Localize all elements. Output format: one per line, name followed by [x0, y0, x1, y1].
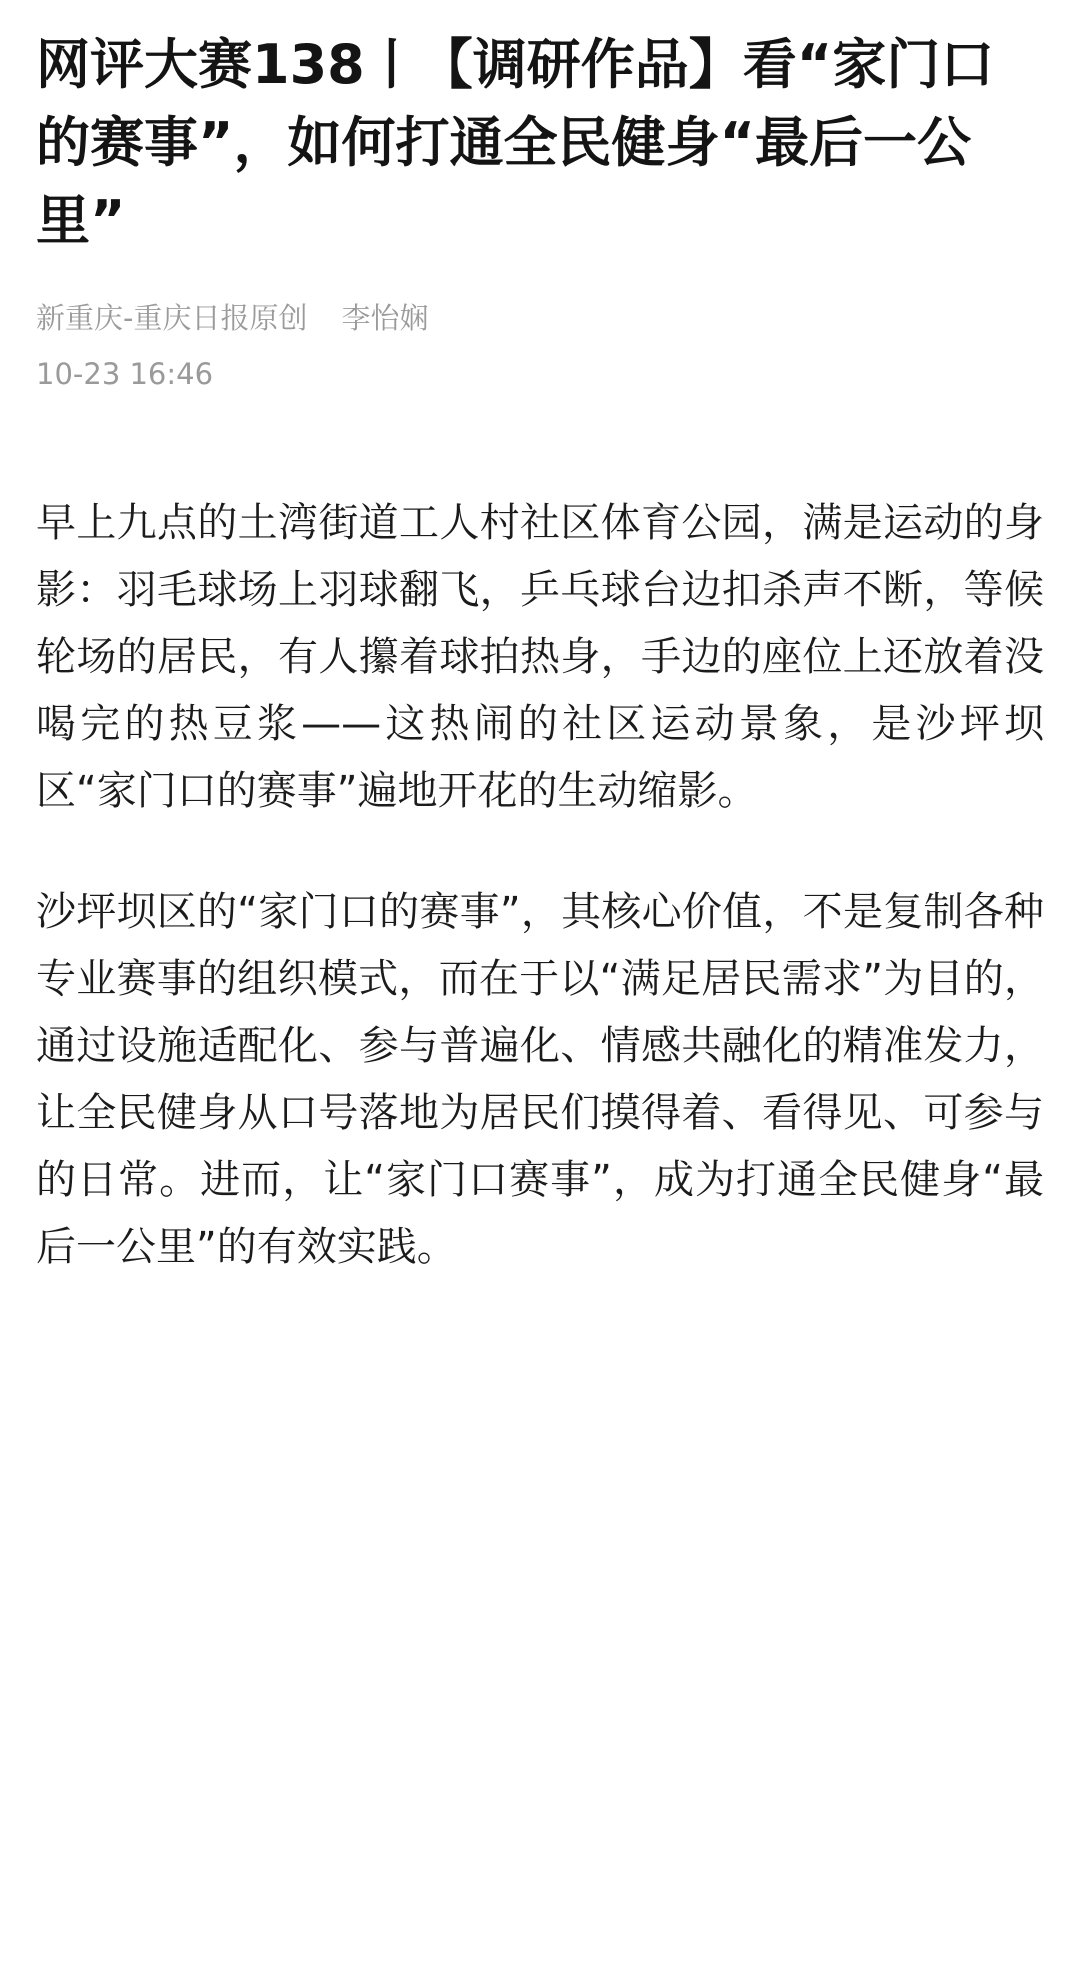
- article-timestamp: 10-23 16:46: [36, 357, 214, 391]
- article-author: 李怡娴: [341, 301, 429, 335]
- article-paragraph: 沙坪坝区的“家门口的赛事”，其核心价值，不是复制各种专业赛事的组织模式，而在于以“满足居民需求”为目的，通过设施适配化、参与普遍化、情感共融化的精准发力，让全民健身从口号落地为居民们摸得着、看得见、可参与的日常。进而，让“家门口赛事”，成为打通全民健身“最后一公里”的有效实践。: [36, 889, 1044, 1270]
- page-title: 网评大赛138丨【调研作品】看“家门口的赛事”，如何打通全民健身“最后一公里”: [36, 33, 995, 252]
- article-paragraph: 早上九点的土湾街道工人村社区体育公园，满是运动的身影：羽毛球场上羽球翻飞，乒乓球台边扣杀声不断，等候轮场的居民，有人攥着球拍热身，手边的座位上还放着没喝完的热豆浆——这热闹的社区运动景象，是沙坪坝区“家门口的赛事”遍地开花的生动缩影。: [36, 500, 1044, 814]
- article-body: [36, 490, 1044, 1281]
- article-meta: [36, 298, 1044, 338]
- article-source: 新重庆-重庆日报原创: [36, 301, 308, 335]
